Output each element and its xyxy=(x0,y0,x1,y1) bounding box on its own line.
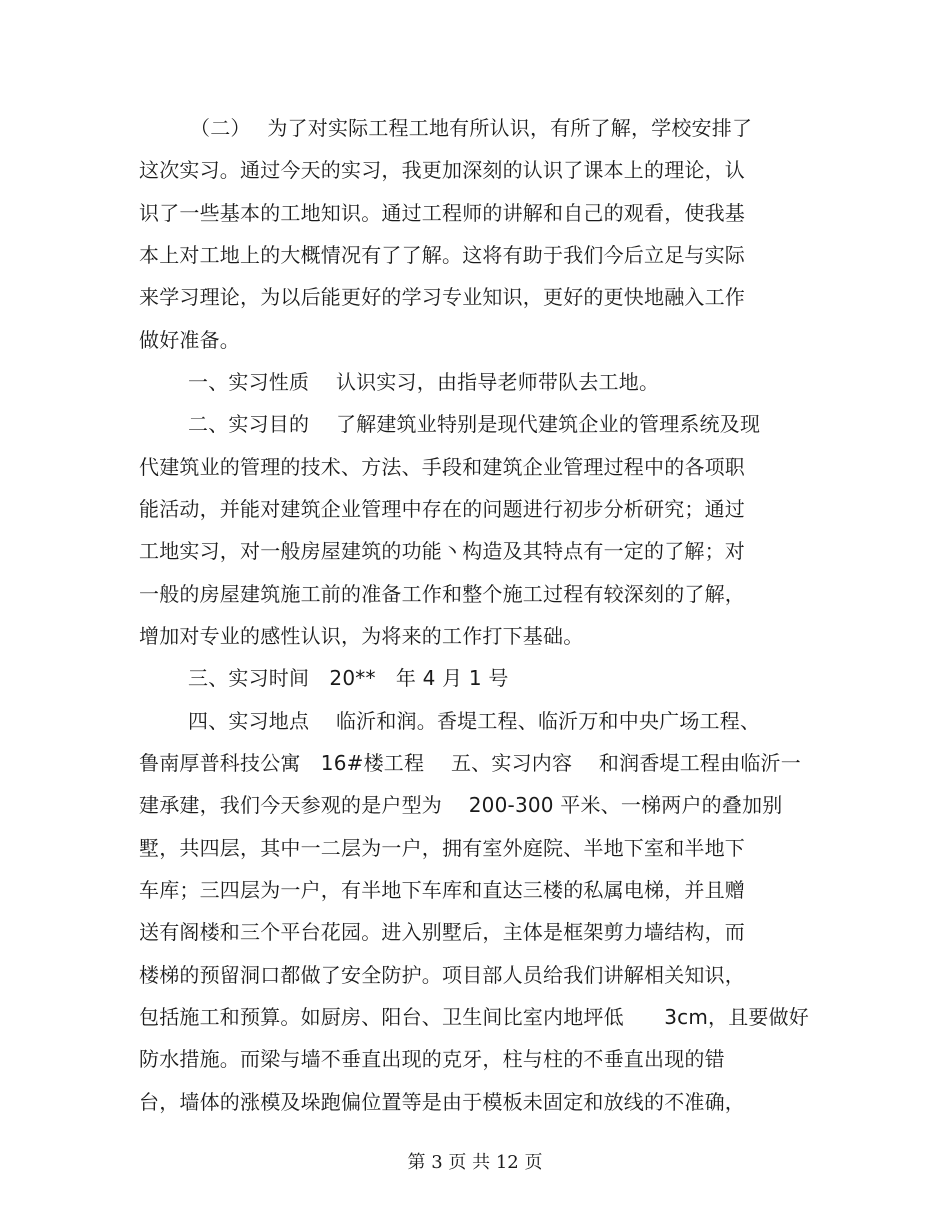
text-line-2: 这次实习。通过今天的实习，我更加深刻的认识了课本上的理论，认 xyxy=(139,158,745,182)
text-line-8: 二、实习目的 了解建筑业特别是现代建筑企业的管理系统及现 xyxy=(188,412,761,436)
text-line-23: 防水措施。而梁与墙不垂直出现的克牙，柱与柱的不垂直出现的错 xyxy=(139,1047,725,1071)
text-line-12: 一般的房屋建筑施工前的准备工作和整个施工过程有较深刻的了解， xyxy=(139,582,745,606)
text-line-10: 能活动，并能对建筑企业管理中存在的问题进行初步分析研究；通过 xyxy=(139,497,745,521)
text-line-22: 包括施工和预算。如厨房、阳台、卫生间比室内地坪低 3cm，且要做好 xyxy=(139,1005,810,1029)
text-line-18: 墅，共四层，其中一二层为一户，拥有室外庭院、半地下室和半地下 xyxy=(139,836,745,860)
text-line-9: 代建筑业的管理的技术、方法、手段和建筑企业管理过程中的各项职 xyxy=(139,455,745,479)
text-line-11: 工地实习，对一般房屋建筑的功能丶构造及其特点有一定的了解；对 xyxy=(139,539,745,563)
text-line-7: 一、实习性质 认识实习，由指导老师带队去工地。 xyxy=(188,370,660,394)
text-line-21: 楼梯的预留洞口都做了安全防护。项目部人员给我们讲解相关知识， xyxy=(139,963,745,987)
text-line-15: 四、实习地点 临沂和润。香堤工程、临沂万和中央广场工程、 xyxy=(188,709,761,733)
text-line-5: 来学习理论，为以后能更好的学习专业知识，更好的更快地融入工作 xyxy=(139,285,745,309)
text-line-19: 车库；三四层为一户，有半地下车库和直达三楼的私属电梯，并且赠 xyxy=(139,878,745,902)
text-line-6: 做好准备。 xyxy=(139,328,240,352)
text-line-17: 建承建，我们今天参观的是户型为 200-300 平米、一梯两户的叠加别 xyxy=(139,793,783,817)
text-line-20: 送有阁楼和三个平台花园。进入别墅后，主体是框架剪力墙结构，而 xyxy=(139,920,745,944)
text-line-24: 台，墙体的涨模及垛跑偏位置等是由于模板未固定和放线的不准确， xyxy=(139,1090,745,1114)
text-line-3: 识了一些基本的工地知识。通过工程师的讲解和自己的观看，使我基 xyxy=(139,201,745,225)
page-footer: 第 3 页 共 12 页 xyxy=(407,1152,543,1173)
text-line-14: 三、实习时间 20** 年 4 月 1 号 xyxy=(188,666,509,690)
text-line-16: 鲁南厚普科技公寓 16#楼工程 五、实习内容 和润香堤工程由临沂一 xyxy=(139,751,801,775)
text-line-1: （二） 为了对实际工程工地有所认识，有所了解，学校安排了 xyxy=(190,116,753,140)
text-line-13: 增加对专业的感性认识，为将来的工作打下基础。 xyxy=(139,624,584,648)
text-line-4: 本上对工地上的大概情况有了了解。这将有助于我们今后立足与实际 xyxy=(139,243,745,267)
